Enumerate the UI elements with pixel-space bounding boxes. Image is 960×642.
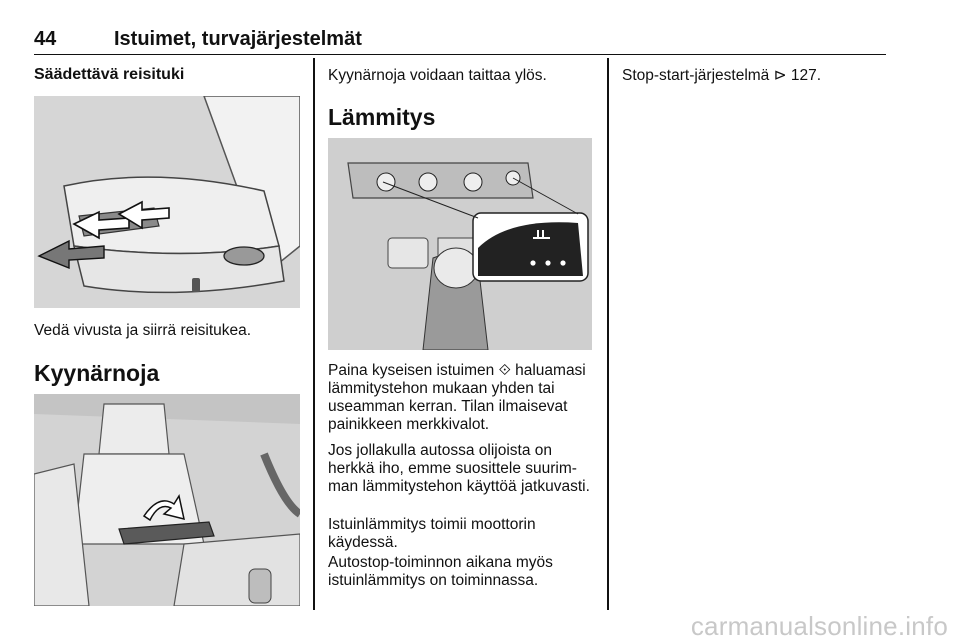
armrest-text: Kyynärnoja voidaan taittaa ylös. <box>328 67 547 84</box>
column-divider-1 <box>313 58 315 610</box>
page-number: 44 <box>34 28 57 50</box>
column-divider-2 <box>607 58 609 610</box>
sensitive-skin-note: Jos jollakulla autossa olijoista on herkkä iho, emme suosittele suurimman lämmitystehon käyttöä jatkuvasti. <box>328 442 590 495</box>
heading-adjustable-thigh-support: Säädettävä reisituki <box>34 66 185 83</box>
heating-instruction: Paina kyseisen istuimen ⟐ haluamasi lämmitystehon mukaan yhden tai useamman kerran. Tilan ilmaisevat painikkeen merkkivalot. <box>328 362 586 433</box>
seat-thigh-support-illustration <box>34 96 300 308</box>
seat-heating-button-illustration <box>328 138 592 350</box>
watermark: carmanualsonline.info <box>690 611 948 641</box>
engine-running-note: Istuinlämmitys toimii moottorin käydessä. <box>328 516 536 551</box>
heading-armrest: Kyynärnoja <box>34 360 160 386</box>
autostop-note: Autostop-toiminnon aikana myös istuinlämmitys on toiminnassa. <box>328 554 553 589</box>
chapter-title: Istuimet, turvajärjestelmät <box>114 28 362 50</box>
stop-start-reference[interactable]: Stop-start-järjestelmä ⊳ 127. <box>622 67 822 84</box>
heading-heating: Lämmitys <box>328 104 436 130</box>
thigh-support-instruction: Vedä vivusta ja siirrä reisitukea. <box>34 322 252 339</box>
page-header <box>34 26 886 55</box>
armrest-illustration <box>34 394 300 606</box>
